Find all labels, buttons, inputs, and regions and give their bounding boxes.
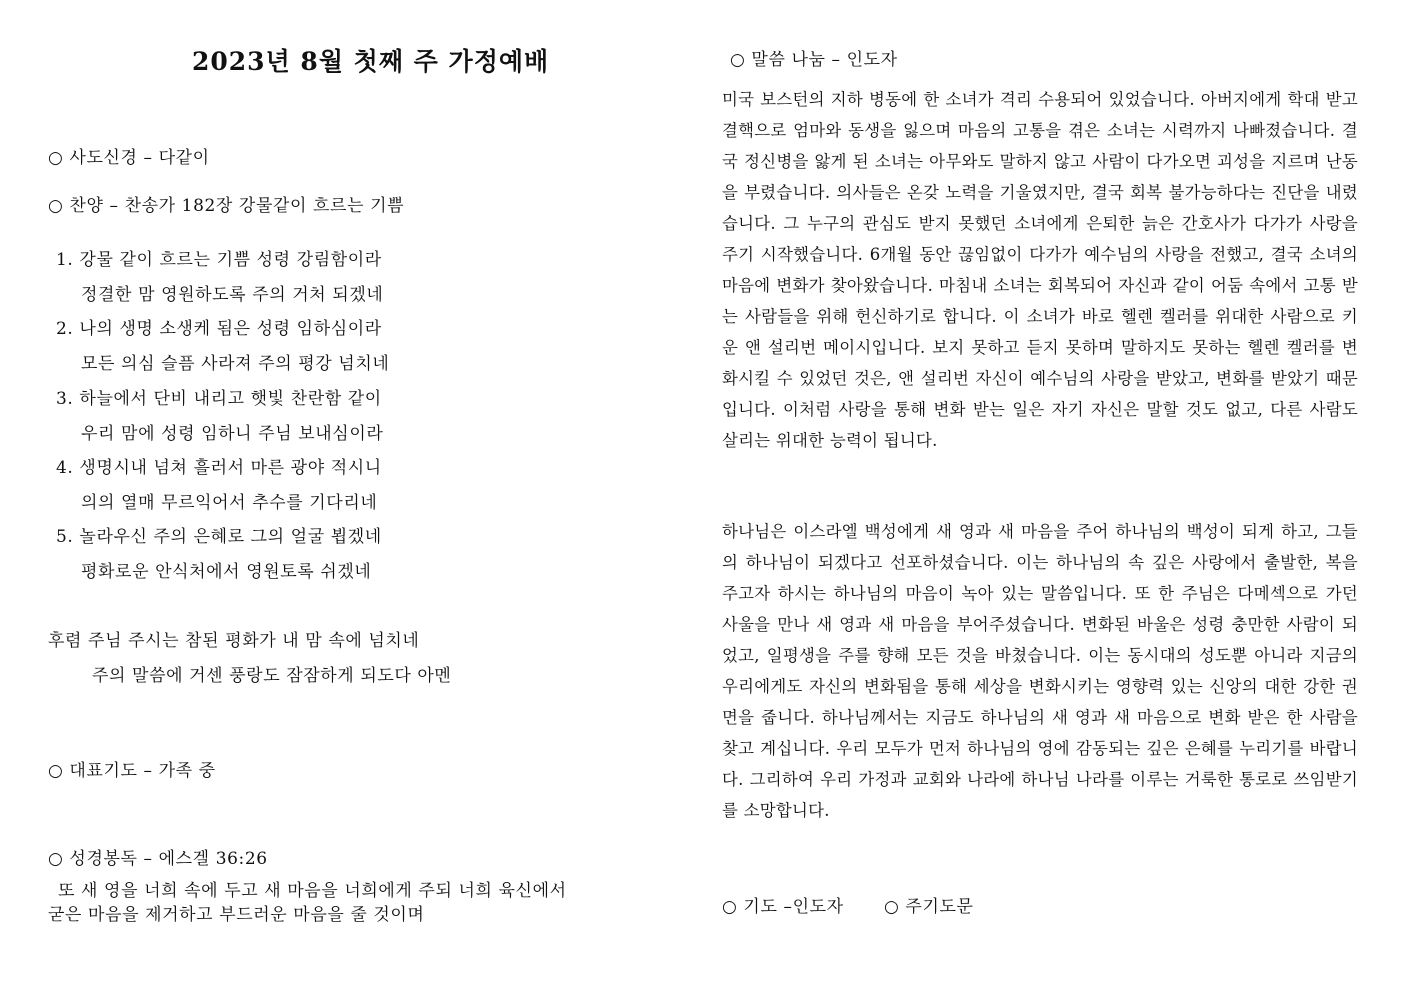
hymn-heading: ○ 찬양 – 찬송가 182장 강물같이 흐르는 기쁨: [48, 196, 405, 216]
sermon-paragraph: 하나님은 이스라엘 백성에게 새 영과 새 마음을 주어 하나님의 백성이 되게 하고, 그들의 하나님이 되겠다고 선포하셨습니다. 이는 하나님의 속 깊은 사랑에서 출발한, 복을 주고자 하시는 하나님의 마음이 녹아 있는 말씀입니다. 또 한 주님은 다메섹으로 가던 사울을 만나 새 영과 새 마음을 부어주셨습니다. 변화된 바울은 성령 충만한 사람이 되었고, 일평생을 주를 향해 모든 것을 바쳤습니다. 이는 동시대의 성도뿐 아니라 지금의 우리에게도 자신의 변화됨을 통해 세상을 변화시키는 영향력 있는 신앙의 대한 강한 권면을 줍니다. 하나님께서는 지금도 하나님의 새 영과 새 마음으로 변화 받은 한 사람을 찾고 계십니다. 우리 모두가 먼저 하나님의 영에 감동되는 깊은 은혜를 누리기를 바랍니다. 그리하여 우리 가정과 교회와 나라에 하나님 나라를 이루는 거룩한 통로로 쓰임받기를 소망합니다.: [722, 522, 1358, 820]
refrain-line: 후렴 주님 주시는 참된 평화가 내 맘 속에 넘치네: [48, 631, 420, 651]
sermon-heading: ○ 말씀 나눔 – 인도자: [730, 50, 898, 70]
reading-text: 또 새 영을 너희 속에 두고 새 마음을 너희에게 주되 너희 육신에서: [58, 881, 567, 901]
hymn-line: 5. 놀라우신 주의 은혜로 그의 얼굴 뵙겠네: [56, 527, 382, 547]
hymn-line: 2. 나의 생명 소생케 됨은 성령 임하심이라: [56, 319, 382, 339]
lords-prayer-heading: ○ 주기도문: [884, 897, 974, 917]
closing-prayer-heading: ○ 기도 –인도자: [722, 897, 844, 917]
hymn-line: 4. 생명시내 넘쳐 흘러서 마른 광야 적시니: [56, 458, 382, 478]
hymn-line: 의의 열매 무르익어서 추수를 기다리네: [81, 493, 378, 513]
reading-heading: ○ 성경봉독 – 에스겔 36:26: [48, 849, 268, 869]
hymn-line: 모든 의심 슬픔 사라져 주의 평강 넘치네: [81, 354, 390, 374]
page-title: 2023년 8월 첫째 주 가정예배: [192, 47, 550, 76]
hymn-line: 정결한 맘 영원하도록 주의 거처 되겠네: [81, 285, 384, 305]
hymn-line: 평화로운 안식처에서 영원토록 쉬겠네: [81, 562, 372, 582]
hymn-line: 3. 하늘에서 단비 내리고 햇빛 찬란함 같이: [56, 389, 382, 409]
refrain-line: 주의 말씀에 거센 풍랑도 잠잠하게 되도다 아멘: [92, 666, 452, 686]
reading-text: 굳은 마음을 제거하고 부드러운 마음을 줄 것이며: [48, 905, 425, 925]
hymn-line: 우리 맘에 성령 임하니 주님 보내심이라: [81, 424, 384, 444]
hymn-line: 1. 강물 같이 흐르는 기쁨 성령 강림함이라: [56, 250, 382, 270]
prayer-heading: ○ 대표기도 – 가족 중: [48, 761, 216, 781]
creed-heading: ○ 사도신경 – 다같이: [48, 148, 210, 168]
sermon-paragraph: 미국 보스턴의 지하 병동에 한 소녀가 격리 수용되어 있었습니다. 아버지에게 학대 받고 결핵으로 엄마와 동생을 잃으며 마음의 고통을 겪은 소녀는 시력까지 나빠졌습니다. 결국 정신병을 앓게 된 소녀는 아무와도 말하지 않고 사람이 다가오면 괴성을 지르며 난동을 부렸습니다. 의사들은 온갖 노력을 기울였지만, 결국 회복 불가능하다는 진단을 내렸습니다. 그 누구의 관심도 받지 못했던 소녀에게 은퇴한 늙은 간호사가 다가가 사랑을 주기 시작했습니다. 6개월 동안 끊임없이 다가가 예수님의 사랑을 전했고, 결국 소녀의 마음에 변화가 찾아왔습니다. 마침내 소녀는 회복되어 자신과 같이 어둠 속에서 고통 받는 사람들을 위해 헌신하기로 합니다. 이 소녀가 바로 헬렌 켈러를 위대한 사람으로 키운 앤 설리번 메이시입니다. 보지 못하고 듣지 못하며 말하지도 못하는 헬렌 켈러를 변화시킬 수 있었던 것은, 앤 설리번 자신이 예수님의 사랑을 받았고, 변화를 받았기 때문입니다. 이처럼 사랑을 통해 변화 받는 일은 자기 자신은 말할 것도 없고, 다른 사람도 살리는 위대한 능력이 됩니다.: [722, 90, 1358, 450]
